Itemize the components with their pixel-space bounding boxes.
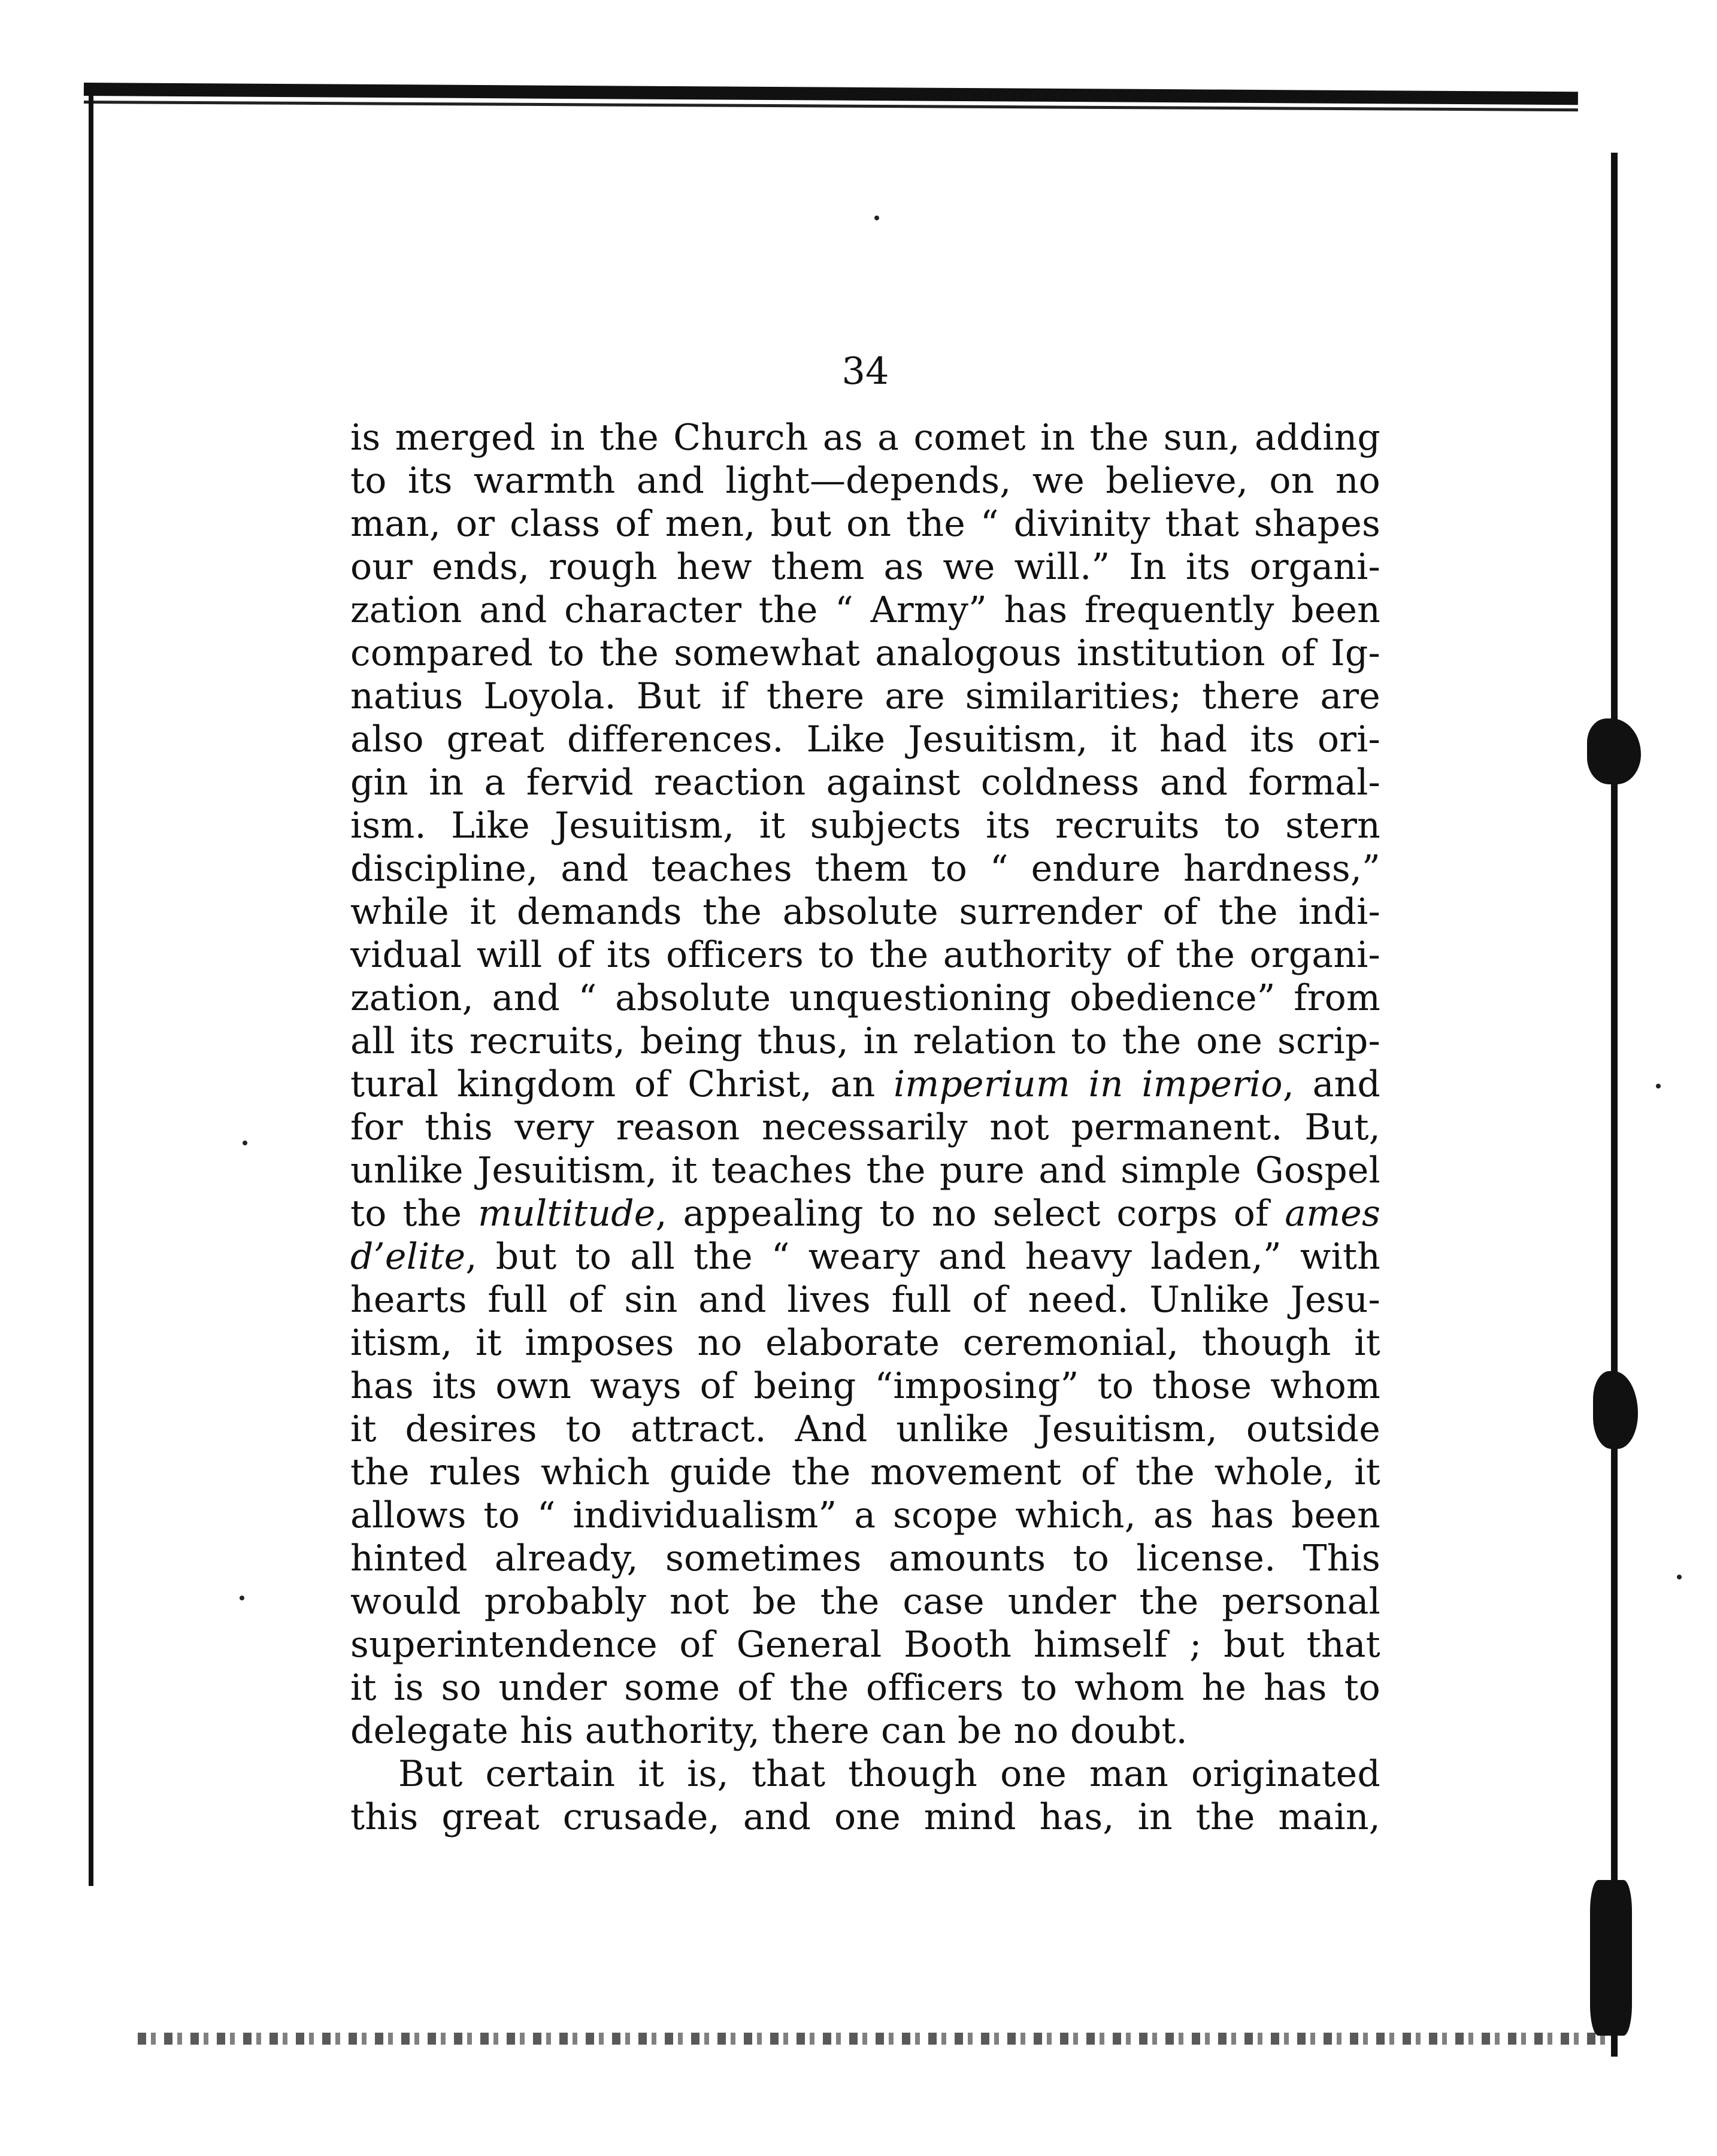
scan-speck bbox=[243, 1141, 247, 1145]
text-line: discipline, and teaches them to “ endure hardness,” bbox=[350, 848, 1380, 890]
text-line-with-italic bbox=[350, 1192, 1380, 1235]
text-line: hearts full of sin and lives full of need. Unlike Jesu- bbox=[350, 1279, 1380, 1321]
text-line: to its warmth and light—depends, we believe, on no bbox=[350, 460, 1380, 502]
scan-speck bbox=[1677, 1575, 1682, 1579]
text-line: compared to the somewhat analogous institution of Ig- bbox=[350, 632, 1380, 674]
text-line: zation, and “ absolute unquestioning obedience” from bbox=[350, 977, 1380, 1019]
text-line: for this very reason necessarily not permanent. But, bbox=[350, 1106, 1380, 1148]
text-line: also great differences. Like Jesuitism, it had its ori- bbox=[350, 718, 1380, 760]
text-line: our ends, rough hew them as we will.” In its organi- bbox=[350, 546, 1380, 588]
text-line: it desires to attract. And unlike Jesuitism, outside bbox=[350, 1408, 1380, 1450]
book-page bbox=[350, 344, 1380, 1839]
scan-border-left bbox=[89, 90, 93, 1886]
scan-border-right bbox=[1611, 153, 1618, 2057]
text-line: is merged in the Church as a comet in the sun, adding bbox=[350, 417, 1380, 459]
italic-phrase: multitude bbox=[478, 1193, 656, 1235]
italic-phrase: d’elite bbox=[350, 1236, 466, 1278]
text-line: all its recruits, being thus, in relation to the one scrip- bbox=[350, 1020, 1380, 1062]
text-line: vidual will of its officers to the authority of the organi- bbox=[350, 934, 1380, 976]
text-line: superintendence of General Booth himself ; but that bbox=[350, 1624, 1380, 1666]
text-segment: , appealing to no select corps of bbox=[655, 1193, 1285, 1235]
page-number: 34 bbox=[841, 349, 889, 393]
italic-phrase: ames bbox=[1285, 1193, 1380, 1235]
text-segment: tural kingdom of Christ, an bbox=[350, 1063, 894, 1105]
scan-blot bbox=[1593, 1371, 1638, 1449]
scan-speck bbox=[874, 216, 879, 220]
text-line: unlike Jesuitism, it teaches the pure and simple Gospel bbox=[350, 1150, 1380, 1191]
text-line: the rules which guide the movement of the whole, it bbox=[350, 1451, 1380, 1493]
text-line-with-italic bbox=[350, 1063, 1380, 1106]
text-line: itism, it imposes no elaborate ceremonial, though it bbox=[350, 1322, 1380, 1364]
body-text bbox=[350, 416, 1380, 1839]
text-segment: , but to all the “ weary and heavy laden,” with bbox=[465, 1236, 1380, 1278]
text-line: would probably not be the case under the personal bbox=[350, 1581, 1380, 1623]
text-line: allows to “ individualism” a scope which, as has been bbox=[350, 1494, 1380, 1536]
text-segment: , and bbox=[1282, 1063, 1380, 1105]
scan-blot bbox=[1590, 1880, 1632, 2036]
text-line: man, or class of men, but on the “ divinity that shapes bbox=[350, 503, 1380, 545]
text-line: while it demands the absolute surrender of the indi- bbox=[350, 891, 1380, 933]
text-line: ism. Like Jesuitism, it subjects its recruits to stern bbox=[350, 805, 1380, 847]
scan-border-bottom bbox=[138, 2033, 1611, 2045]
paragraph-start-line: But certain it is, that though one man originated bbox=[398, 1753, 1380, 1795]
scan-blot bbox=[1587, 718, 1641, 784]
text-line-with-italic bbox=[350, 1235, 1380, 1278]
text-line: this great crusade, and one mind has, in the main, bbox=[350, 1796, 1380, 1838]
text-line: has its own ways of being “imposing” to those whom bbox=[350, 1365, 1380, 1407]
text-line: natius Loyola. But if there are similarities; there are bbox=[350, 675, 1380, 717]
scan-speck bbox=[240, 1596, 244, 1600]
text-line: gin in a fervid reaction against coldness and formal- bbox=[350, 762, 1380, 803]
scan-speck bbox=[1656, 1084, 1661, 1088]
text-line: delegate his authority, there can be no doubt. bbox=[350, 1710, 1188, 1752]
italic-phrase: imperium in imperio bbox=[893, 1063, 1283, 1105]
text-line: hinted already, sometimes amounts to license. This bbox=[350, 1538, 1380, 1579]
text-segment: to the bbox=[350, 1193, 479, 1235]
text-line: zation and character the “ Army” has frequently been bbox=[350, 589, 1380, 631]
text-line: it is so under some of the officers to whom he has to bbox=[350, 1667, 1380, 1709]
